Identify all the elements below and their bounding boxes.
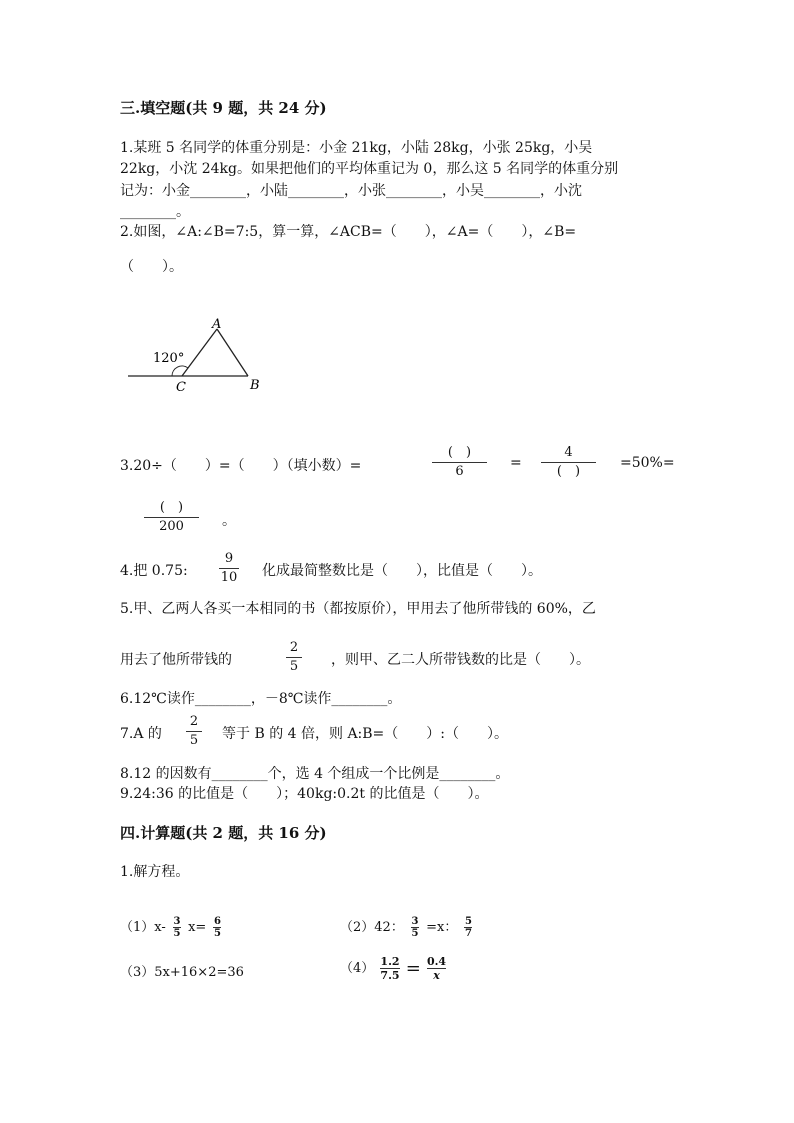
side-ab-line	[217, 329, 248, 376]
vertex-b-label: B	[250, 378, 260, 393]
q6-text: 6.12℃读作________，－8℃读作________。	[120, 691, 402, 707]
q3-fraction-1: ( ) 6	[432, 445, 487, 480]
equation-2: （2）42： $\frac{3}{5} =x$： $\frac{5}{7}$	[340, 916, 472, 939]
angle-label: 120°	[153, 351, 185, 366]
q3-end: 。	[222, 513, 236, 529]
side-ca-line	[182, 329, 217, 376]
q3-percent: =50%=	[620, 455, 675, 471]
q3-equals: =	[510, 455, 522, 471]
q8-text: 8.12 的因数有________个，选 4 个组成一个比例是________。	[120, 766, 510, 782]
q5-post: ，则甲、乙二人所带钱数的比是（ ）。	[331, 652, 590, 668]
q7-fraction: 2 5	[186, 714, 202, 749]
triangle-figure	[120, 310, 280, 400]
q1-line3: 记为：小金________，小陆________，小张________，小吴________，小沈	[120, 183, 582, 199]
q3-fraction-2: 4 ( )	[541, 445, 596, 480]
equation-4: $(4) \frac{1.2}{7.5} = \frac{0.4}{x}$	[340, 955, 447, 982]
q4-post: 化成最简整数比是（ ），比值是（ ）。	[262, 563, 542, 579]
q2-line1: 2.如图，∠A:∠B=7:5，算一算，∠ACB=（ ），∠A=（ ），∠B=	[120, 224, 577, 240]
vertex-a-label: A	[212, 317, 222, 332]
q4-fraction: 9 10	[220, 551, 238, 585]
q3-fraction-3: ( ) 200	[144, 500, 199, 535]
q5-pre: 用去了他所带钱的	[120, 652, 232, 668]
q7-pre: 7.A 的	[120, 726, 162, 742]
q9-text: 9.24:36 的比值是（ ）；40kg:0.2t 的比值是（ ）。	[120, 786, 489, 802]
q5-fraction: 2 5	[286, 640, 302, 675]
equation-1: $(1)x- \frac{3}{5} x= \frac{6}{5}$	[120, 916, 221, 939]
calc-intro: 1.解方程。	[120, 864, 190, 880]
q4-pre: 4.把 0.75:	[120, 563, 188, 579]
q3-text: 3.20÷（ ）=（ ）（填小数）=	[120, 458, 362, 474]
section-title-fill-in: 三.填空题(共 9 题，共 24 分)	[120, 99, 327, 117]
q1-line1: 1.某班 5 名同学的体重分别是：小金 21kg，小陆 28kg，小张 25kg，小吴	[120, 140, 593, 156]
q1-line4: ________。	[120, 204, 190, 220]
q2-line2: （ ）。	[120, 259, 183, 275]
q7-post: 等于 B 的 4 倍，则 A:B=（ ）:（ ）。	[222, 726, 509, 742]
section-title-calc: 四.计算题(共 2 题，共 16 分)	[120, 824, 327, 842]
equation-3: （3）5x+16×2=36	[120, 965, 244, 980]
vertex-c-label: C	[176, 380, 186, 395]
q5-line1: 5.甲、乙两人各买一本相同的书（都按原价），甲用去了他所带钱的 60%，乙	[120, 601, 596, 617]
q1-line2: 22kg，小沈 24kg。如果把他们的平均体重记为 0，那么这 5 名同学的体重分别	[120, 161, 619, 177]
